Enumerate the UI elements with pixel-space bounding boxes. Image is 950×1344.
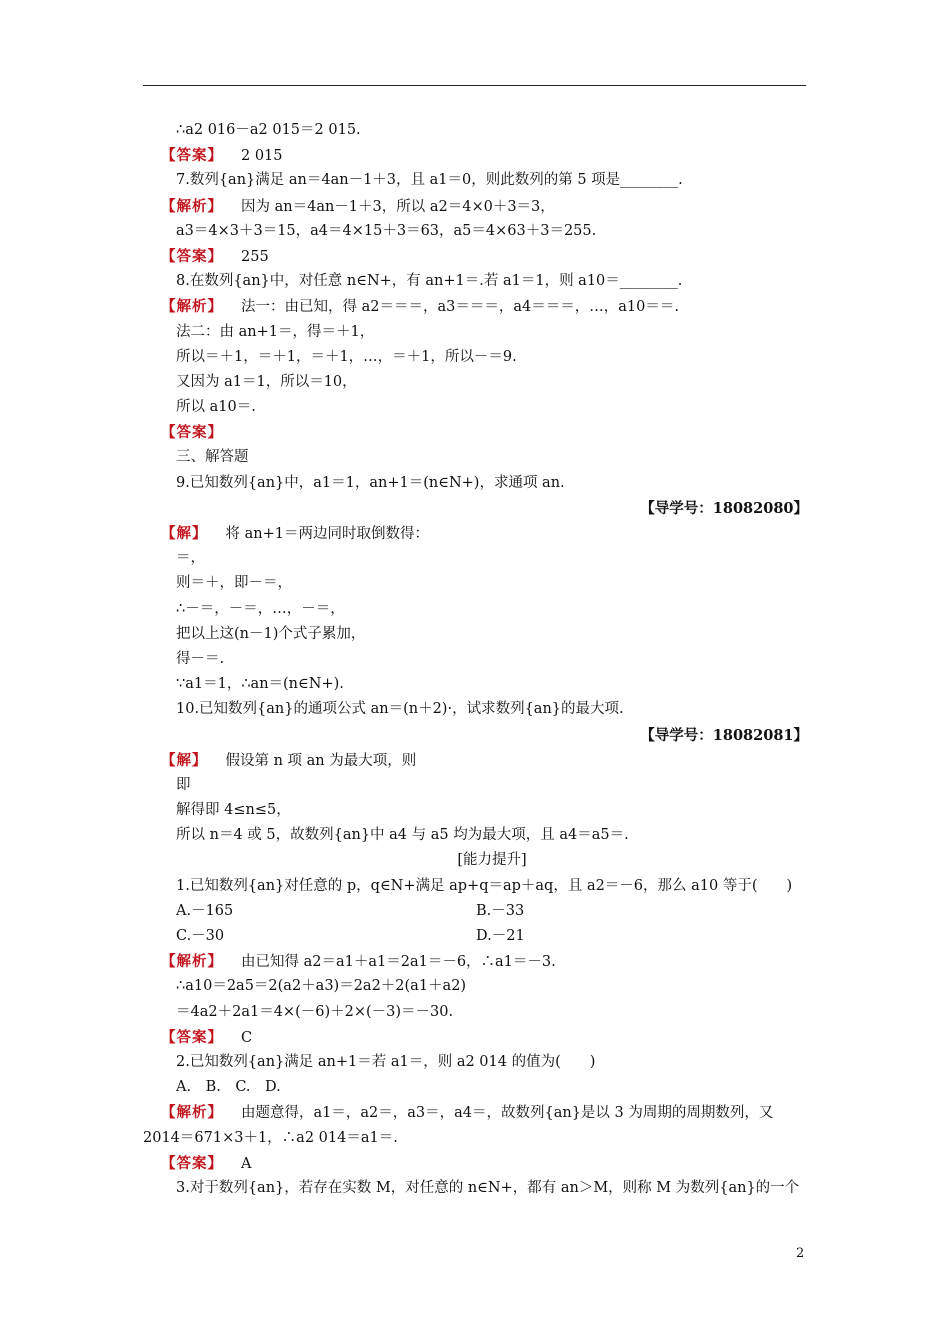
line-text: 则＝＋，即－＝， <box>176 575 292 592</box>
section-tag: 【答案】 <box>161 424 223 442</box>
line-text: 由题意得，a1＝，a2＝，a3＝，a4＝，故数列{an}是以 3 为周期的周期数列，又 <box>241 1105 774 1122</box>
line-text: 255 <box>241 248 269 265</box>
text-line <box>161 244 808 269</box>
text-line <box>176 571 808 596</box>
line-text: 9.已知数列{an}中，a1＝1，an+1＝(n∈N+)，求通项 an. <box>176 474 565 491</box>
section-tag: 【答案】 <box>161 247 223 265</box>
line-text: ＝， <box>176 550 205 567</box>
section-tag: 【解析】 <box>161 197 223 215</box>
line-text: ∴a10＝2a5＝2(a2＋a3)＝2a2＋2(a1＋a2) <box>176 978 467 995</box>
section-tag: 【解析】 <box>161 1104 223 1122</box>
line-text: A. B. C. D. <box>176 1079 281 1096</box>
text-line <box>176 320 808 345</box>
line-text: 又因为 a1＝1，所以＝10， <box>176 373 357 390</box>
line-text: 得－＝. <box>176 650 225 667</box>
line-text: 所以 a10＝. <box>176 399 256 416</box>
line-text: 假设第 n 项 an 为最大项，则 <box>225 752 417 769</box>
text-line <box>176 1075 808 1100</box>
section-tag: 【答案】 <box>161 1154 223 1172</box>
choice-option: A.－165 <box>176 902 234 919</box>
document-body <box>143 118 808 1201</box>
line-text: 法二：由 an+1＝，得＝＋1， <box>176 323 375 340</box>
page-number: 2 <box>796 1246 805 1261</box>
text-line <box>161 194 808 219</box>
text-line <box>143 1126 808 1151</box>
text-line <box>176 269 808 294</box>
text-line <box>176 496 808 521</box>
text-line <box>176 622 808 647</box>
line-text: 2014＝671×3＋1，∴a2 014＝a1＝. <box>143 1129 398 1146</box>
line-text: ∴a2 016－a2 015＝2 015. <box>176 122 361 138</box>
line-text: ∴－＝，－＝，…，－＝， <box>176 600 345 617</box>
line-text: 所以＝＋1，＝＋1，＝＋1，…，＝＋1，所以－＝9. <box>176 348 517 365</box>
text-line <box>176 1000 808 1025</box>
section-tag: 【解】 <box>161 751 208 769</box>
line-text: 【导学号：18082081】 <box>640 726 808 744</box>
line-text: 8.在数列{an}中，对任意 n∈N+，有 an+1＝.若 a1＝1，则 a10＝________. <box>176 273 683 290</box>
line-text: 三、解答题 <box>176 449 249 466</box>
text-line <box>176 168 808 193</box>
text-line <box>176 471 808 496</box>
section-tag: 【解】 <box>161 525 208 542</box>
text-line <box>176 219 808 244</box>
line-text: ＝4a2＋2a1＝4×(－6)＋2×(－3)＝－30. <box>176 1003 454 1020</box>
text-line <box>161 521 808 546</box>
line-text: a3＝4×3＋3＝15，a4＝4×15＋3＝63，a5＝4×63＋3＝255. <box>176 222 597 239</box>
text-line <box>176 1176 808 1201</box>
section-tag: 【答案】 <box>161 1028 223 1046</box>
text-line <box>176 395 808 420</box>
line-text: ∵a1＝1，∴an＝(n∈N+). <box>176 676 344 693</box>
line-text: 法一：由已知，得 a2＝＝＝，a3＝＝＝，a4＝＝＝，…，a10＝＝. <box>241 299 679 316</box>
line-text: 所以 n＝4 或 5，故数列{an}中 a4 与 a5 均为最大项，且 a4＝a5＝. <box>176 827 629 844</box>
text-line <box>176 370 808 395</box>
text-line <box>161 1151 808 1176</box>
line-text: 将 an+1＝两边同时取倒数得： <box>225 526 429 542</box>
text-line <box>161 949 808 974</box>
text-line <box>161 1100 808 1125</box>
text-line <box>176 697 808 722</box>
line-text: 把以上这(n－1)个式子累加， <box>176 625 366 642</box>
section-tag: 【解析】 <box>161 953 223 971</box>
text-line <box>176 874 808 899</box>
text-line <box>176 823 808 848</box>
line-text: C <box>241 1029 253 1046</box>
line-text: 10.已知数列{an}的通项公式 an＝(n＋2)·，试求数列{an}的最大项. <box>176 701 624 718</box>
line-text: 因为 an＝4an－1＋3，所以 a2＝4×0＋3＝3， <box>241 198 555 215</box>
text-line <box>176 848 808 873</box>
text-line <box>161 143 808 168</box>
choice-option: C.－30 <box>176 928 225 944</box>
line-text: 3.对于数列{an}，若存在实数 M，对任意的 n∈N+，都有 an＞M，则称 M 为数列{an}的一个 <box>176 1179 800 1196</box>
section-tag: 【解析】 <box>161 298 223 316</box>
text-line <box>176 445 808 470</box>
text-line <box>176 798 808 823</box>
line-text: 1.已知数列{an}对任意的 p，q∈N+满足 ap+q＝ap＋aq，且 a2＝－6，那么 a10 等于( ) <box>176 877 793 894</box>
line-text: 2.已知数列{an}满足 an+1＝若 a1＝，则 a2 014 的值为( ) <box>176 1053 596 1070</box>
line-text: A <box>241 1155 252 1172</box>
choice-option: B.－33 <box>476 902 525 919</box>
line-text: 即 <box>176 776 191 793</box>
text-line <box>176 723 808 748</box>
line-text: 2 015 <box>241 148 283 165</box>
text-line <box>176 773 808 798</box>
text-line <box>176 546 808 571</box>
text-line <box>176 672 808 697</box>
text-line <box>176 974 808 999</box>
header-rule <box>143 85 806 86</box>
line-text: [能力提升] <box>457 852 527 869</box>
text-line <box>176 924 808 949</box>
section-tag: 【答案】 <box>161 147 223 165</box>
line-text: 由已知得 a2＝a1＋a1＝2a1＝－6，∴a1＝－3. <box>241 954 556 971</box>
line-text: 【导学号：18082080】 <box>640 499 808 517</box>
text-line <box>161 420 808 445</box>
text-line <box>176 597 808 622</box>
line-text: 7.数列{an}满足 an＝4an－1＋3，且 a1＝0，则此数列的第 5 项是________. <box>176 172 683 189</box>
line-text: 解得即 4≤n≤5， <box>176 802 291 819</box>
text-line <box>161 748 808 773</box>
text-line <box>161 294 808 319</box>
choice-option: D.－21 <box>476 928 525 944</box>
text-line <box>176 899 808 924</box>
text-line <box>176 1050 808 1075</box>
text-line <box>161 1025 808 1050</box>
text-line <box>176 647 808 672</box>
text-line <box>176 345 808 370</box>
text-line <box>176 118 808 143</box>
